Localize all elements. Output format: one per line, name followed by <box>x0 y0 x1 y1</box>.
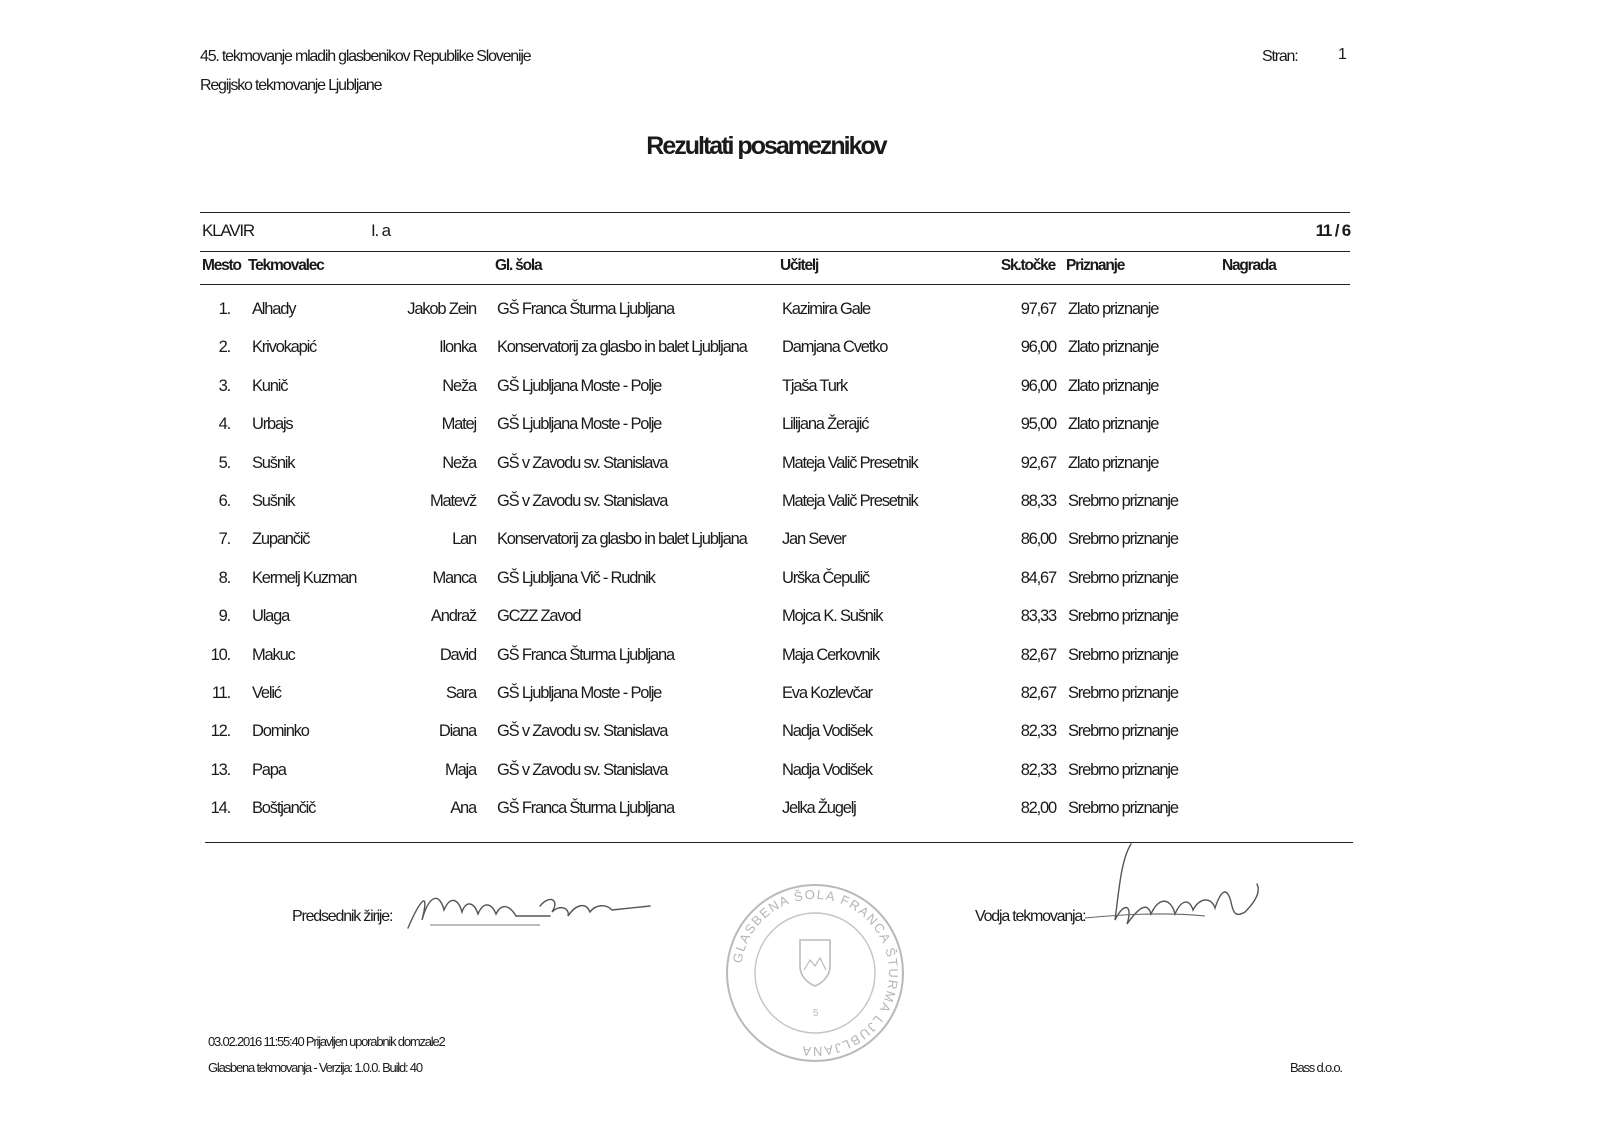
table-row <box>0 714 1600 750</box>
school-cell: GŠ v Zavodu sv. Stanislava <box>497 453 668 472</box>
category-rule <box>200 251 1350 252</box>
teacher-cell: Nadja Vodišek <box>782 722 872 741</box>
stamp-ring-text: GLASBENA ŠOLA FRANCA ŠTURMA LJUBLJANA <box>729 886 902 1060</box>
teacher-cell: Mojca K. Sušnik <box>782 607 883 626</box>
table-row <box>0 407 1600 443</box>
place-cell: 9. <box>218 607 230 626</box>
surname-cell: Krivokapić <box>252 338 317 357</box>
points-cell: 84,67 <box>1020 568 1056 587</box>
teacher-cell: Urška Čepulič <box>782 568 870 587</box>
recognition-cell: Zlato priznanje <box>1068 300 1159 318</box>
first-name-cell: Ilonka <box>439 338 476 357</box>
first-name-cell: Matevž <box>430 492 476 510</box>
surname-cell: Sušnik <box>252 492 295 510</box>
table-row <box>0 446 1600 482</box>
place-cell: 5. <box>218 453 230 472</box>
school-cell: GŠ Ljubljana Moste - Polje <box>497 376 662 395</box>
first-name-cell: Andraž <box>430 607 476 626</box>
place-cell: 1. <box>218 300 230 318</box>
surname-cell: Dominko <box>252 722 309 741</box>
points-cell: 96,00 <box>1020 376 1056 395</box>
points-cell: 97,67 <box>1020 300 1056 318</box>
column-header-school: Gl. šola <box>495 257 542 274</box>
teacher-cell: Nadja Vodišek <box>782 760 872 779</box>
jury-president-label: Predsednik žirije: <box>292 908 393 925</box>
school-cell: GŠ Franca Šturma Ljubljana <box>497 645 674 664</box>
recognition-cell: Zlato priznanje <box>1068 376 1159 395</box>
surname-cell: Boštjančič <box>252 799 316 818</box>
teacher-cell: Lilijana Žerajić <box>782 415 869 434</box>
first-name-cell: Neža <box>442 453 476 472</box>
footer-company: Bass d.o.o. <box>1290 1060 1342 1075</box>
first-name-cell: Matej <box>441 415 476 434</box>
points-cell: 88,33 <box>1020 492 1056 510</box>
teacher-cell: Jelka Žugelj <box>782 799 856 818</box>
place-cell: 14. <box>210 799 230 818</box>
table-row <box>0 292 1600 328</box>
table-row <box>0 330 1600 366</box>
points-cell: 96,00 <box>1020 338 1056 357</box>
header-event-title: 45. tekmovanje mladih glasbenikov Republike Slovenije <box>200 48 531 65</box>
first-name-cell: Manca <box>432 568 476 587</box>
table-row <box>0 369 1600 405</box>
header-region-title: Regijsko tekmovanje Ljubljane <box>200 77 382 94</box>
recognition-cell: Zlato priznanje <box>1068 453 1159 472</box>
header-rule <box>200 284 1350 285</box>
points-cell: 86,00 <box>1020 530 1056 549</box>
surname-cell: Kunič <box>252 376 288 395</box>
recognition-cell: Zlato priznanje <box>1068 415 1159 434</box>
school-stamp <box>720 878 910 1068</box>
school-cell: GŠ v Zavodu sv. Stanislava <box>497 760 668 779</box>
recognition-cell: Srebrno priznanje <box>1068 684 1178 702</box>
category-instrument: KLAVIR <box>202 221 255 240</box>
teacher-cell: Maja Cerkovnik <box>782 645 879 664</box>
first-name-cell: Maja <box>445 760 476 779</box>
points-cell: 82,67 <box>1020 684 1056 702</box>
school-cell: GCZZ Zavod <box>497 607 581 626</box>
surname-cell: Makuc <box>252 645 295 664</box>
first-name-cell: Sara <box>445 684 476 702</box>
column-header-award: Nagrada <box>1222 257 1276 274</box>
recognition-cell: Srebrno priznanje <box>1068 530 1178 549</box>
table-row <box>0 676 1600 712</box>
points-cell: 95,00 <box>1020 415 1056 434</box>
recognition-cell: Srebrno priznanje <box>1068 645 1178 664</box>
recognition-cell: Srebrno priznanje <box>1068 760 1178 779</box>
stamp-number: 5 <box>812 1008 818 1019</box>
school-cell: GŠ Franca Šturma Ljubljana <box>497 799 674 818</box>
footer-version: Glasbena tekmovanja - Verzija: 1.0.0. Build: 40 <box>208 1060 422 1075</box>
column-header-competitor: Tekmovalec <box>248 257 324 274</box>
category-count: 11 / 6 <box>1315 221 1350 240</box>
table-row <box>0 484 1600 520</box>
column-header-recognition: Priznanje <box>1066 257 1125 274</box>
points-cell: 82,67 <box>1020 645 1056 664</box>
teacher-cell: Tjaša Turk <box>782 376 848 395</box>
surname-cell: Ulaga <box>252 607 290 626</box>
place-cell: 3. <box>218 376 230 395</box>
points-cell: 82,00 <box>1020 799 1056 818</box>
top-rule <box>200 212 1350 213</box>
first-name-cell: Neža <box>442 376 476 395</box>
page-number: 1 <box>1338 46 1346 63</box>
footer-timestamp-user: 03.02.2016 11:55:40 Prijavljen uporabnik domzale2 <box>208 1034 445 1049</box>
points-cell: 92,67 <box>1020 453 1056 472</box>
column-header-teacher: Učitelj <box>780 257 819 274</box>
column-header-points: Sk.točke <box>1000 257 1055 274</box>
school-cell: GŠ v Zavodu sv. Stanislava <box>497 492 668 510</box>
recognition-cell: Zlato priznanje <box>1068 338 1159 357</box>
table-row <box>0 522 1600 558</box>
teacher-cell: Mateja Valič Presetnik <box>782 453 918 472</box>
surname-cell: Velić <box>252 684 281 702</box>
table-row <box>0 638 1600 674</box>
points-cell: 83,33 <box>1020 607 1056 626</box>
table-row <box>0 561 1600 597</box>
place-cell: 7. <box>218 530 230 549</box>
competition-leader-label: Vodja tekmovanja: <box>975 908 1086 925</box>
place-cell: 8. <box>218 568 230 587</box>
points-cell: 82,33 <box>1020 722 1056 741</box>
first-name-cell: David <box>439 645 476 664</box>
first-name-cell: Ana <box>450 799 476 818</box>
page-label: Stran: <box>1262 48 1298 65</box>
teacher-cell: Eva Kozlevčar <box>782 684 872 702</box>
place-cell: 12. <box>210 722 230 741</box>
place-cell: 4. <box>218 415 230 434</box>
place-cell: 6. <box>218 492 230 510</box>
points-cell: 82,33 <box>1020 760 1056 779</box>
surname-cell: Kermelj Kuzman <box>252 568 357 587</box>
teacher-cell: Jan Sever <box>782 530 846 549</box>
column-header-place: Mesto <box>202 257 241 274</box>
jury-signature <box>400 880 670 940</box>
recognition-cell: Srebrno priznanje <box>1068 722 1178 741</box>
surname-cell: Sušnik <box>252 453 295 472</box>
surname-cell: Papa <box>252 760 286 779</box>
recognition-cell: Srebrno priznanje <box>1068 607 1178 626</box>
recognition-cell: Srebrno priznanje <box>1068 492 1178 510</box>
table-row <box>0 791 1600 827</box>
school-cell: GŠ Ljubljana Moste - Polje <box>497 684 662 702</box>
surname-cell: Alhady <box>252 300 296 318</box>
place-cell: 2. <box>218 338 230 357</box>
school-cell: Konservatorij za glasbo in balet Ljubljana <box>497 338 747 357</box>
place-cell: 11. <box>211 684 230 702</box>
recognition-cell: Srebrno priznanje <box>1068 799 1178 818</box>
place-cell: 10. <box>210 645 230 664</box>
teacher-cell: Damjana Cvetko <box>782 338 888 357</box>
table-row <box>0 599 1600 635</box>
surname-cell: Urbajs <box>252 415 293 434</box>
recognition-cell: Srebrno priznanje <box>1068 568 1178 587</box>
school-cell: Konservatorij za glasbo in balet Ljubljana <box>497 530 747 549</box>
page-title: Rezultati posameznikov <box>646 132 886 160</box>
place-cell: 13. <box>210 760 230 779</box>
category-group: I. a <box>371 221 390 240</box>
surname-cell: Zupančič <box>252 530 310 549</box>
school-cell: GŠ Ljubljana Moste - Polje <box>497 415 662 434</box>
first-name-cell: Lan <box>452 530 476 549</box>
teacher-cell: Kazimira Gale <box>782 300 871 318</box>
teacher-cell: Mateja Valič Presetnik <box>782 492 918 510</box>
first-name-cell: Jakob Zein <box>407 300 476 318</box>
school-cell: GŠ Franca Šturma Ljubljana <box>497 300 674 318</box>
school-cell: GŠ Ljubljana Vič - Rudnik <box>497 568 655 587</box>
table-row <box>0 753 1600 789</box>
school-cell: GŠ v Zavodu sv. Stanislava <box>497 722 668 741</box>
first-name-cell: Diana <box>438 722 476 741</box>
leader-signature <box>1085 840 1285 940</box>
